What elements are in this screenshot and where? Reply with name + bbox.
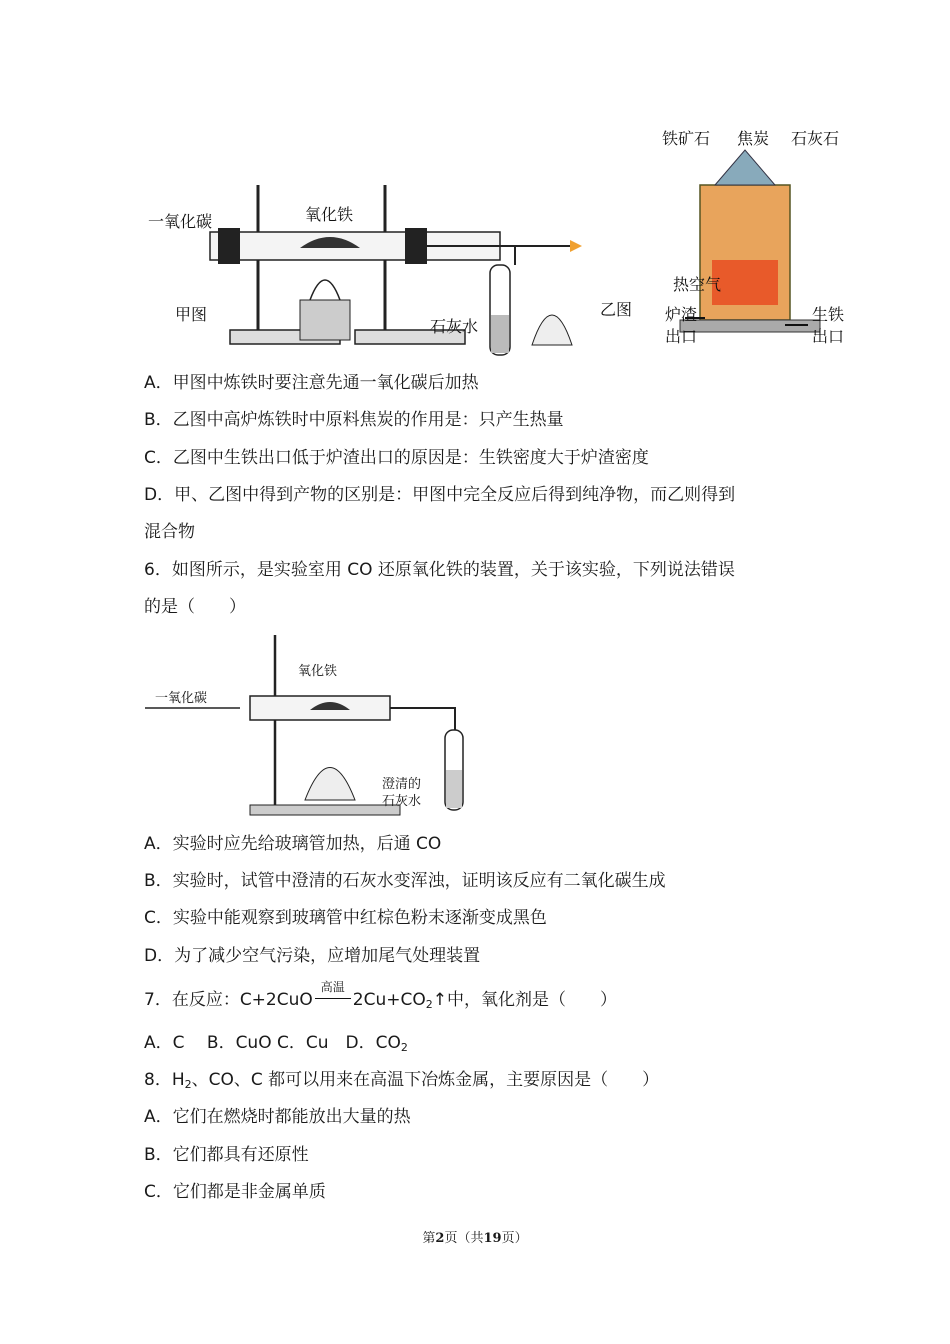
q6-option-b: B．实验时，试管中澄清的石灰水变浑浊，证明该反应有二氧化碳生成 — [144, 871, 666, 891]
figure-q6 — [140, 630, 500, 820]
q7-stem-post: ↑中，氧化剂是（ ） — [432, 990, 617, 1010]
label-slag-exit: 出口 — [665, 327, 698, 346]
label-yi: 乙图 — [600, 300, 633, 319]
footer-mid: 页（共 — [444, 1231, 484, 1246]
q6-label-clear: 澄清的 — [382, 777, 422, 792]
label-slag: 炉渣 — [665, 305, 698, 324]
q6-option-a: A．实验时应先给玻璃管加热，后通 CO — [144, 834, 442, 854]
q6-label-co: 一氧化碳 — [155, 691, 208, 706]
q5-option-a: A．甲图中炼铁时要注意先通一氧化碳后加热 — [144, 373, 479, 393]
figure-jia-yi — [140, 120, 860, 360]
q6-option-c: C．实验中能观察到玻璃管中红棕色粉末逐渐变成黑色 — [144, 908, 547, 928]
footer-page-number: 2 — [435, 1231, 445, 1246]
q8-stem-pre: 8．H — [144, 1070, 185, 1090]
q7-stem-pre: 7．在反应：C+2CuO — [144, 990, 313, 1010]
q8-option-a: A．它们在燃烧时都能放出大量的热 — [144, 1107, 411, 1127]
q7-stem — [144, 980, 617, 1012]
apparatus-diagram-1 — [140, 120, 860, 360]
footer-pre: 第 — [422, 1231, 436, 1246]
reaction-arrow — [313, 980, 353, 1012]
q7-co2-subscript: 2 — [425, 998, 433, 1011]
q8-option-b: B．它们都具有还原性 — [144, 1145, 309, 1165]
label-co: 一氧化碳 — [148, 212, 213, 231]
q5-option-d-line2: 混合物 — [144, 522, 195, 542]
label-limewater: 石灰水 — [430, 317, 479, 336]
label-iron: 生铁 — [812, 305, 845, 324]
q8-h2-subscript: 2 — [184, 1078, 192, 1091]
footer-post: 页） — [501, 1231, 528, 1246]
label-jia: 甲图 — [175, 305, 208, 324]
q5-option-d-line1: D．甲、乙图中得到产物的区别是：甲图中完全反应后得到纯净物，而乙则得到 — [144, 485, 736, 505]
label-iron-exit: 出口 — [812, 327, 845, 346]
q7-stem-products: 2Cu+CO — [352, 990, 426, 1010]
q6-stem-line2: 的是（ ） — [144, 597, 246, 617]
q7-options-subscript: 2 — [400, 1041, 408, 1054]
q7-options-text: A．C B．CuO C．Cu D．CO — [144, 1033, 401, 1053]
q6-label-limewater: 石灰水 — [382, 794, 422, 809]
label-limestone: 石灰石 — [791, 129, 840, 148]
footer-total-pages: 19 — [483, 1231, 502, 1246]
q8-option-c: C．它们都是非金属单质 — [144, 1182, 326, 1202]
label-coke: 焦炭 — [737, 129, 770, 148]
q8-stem — [144, 1068, 659, 1092]
q6-stem-line1: 6．如图所示，是实验室用 CO 还原氧化铁的装置，关于该实验，下列说法错误 — [144, 560, 735, 580]
page-footer — [0, 1227, 950, 1246]
label-hotair: 热空气 — [673, 275, 722, 294]
q5-option-c: C．乙图中生铁出口低于炉渣出口的原因是：生铁密度大于炉渣密度 — [144, 448, 649, 468]
q8-stem-post: 、CO、C 都可以用来在高温下冶炼金属，主要原因是（ ） — [191, 1070, 660, 1090]
q6-label-fe2o3: 氧化铁 — [298, 664, 338, 679]
q6-option-d: D．为了减少空气污染，应增加尾气处理装置 — [144, 946, 481, 966]
apparatus-diagram-2 — [140, 630, 500, 820]
reaction-condition: 高温 — [320, 980, 345, 994]
q7-options — [144, 1031, 408, 1055]
label-ore: 铁矿石 — [662, 129, 711, 148]
label-fe2o3: 氧化铁 — [305, 205, 354, 224]
q5-option-b: B．乙图中高炉炼铁时中原料焦炭的作用是：只产生热量 — [144, 410, 564, 430]
